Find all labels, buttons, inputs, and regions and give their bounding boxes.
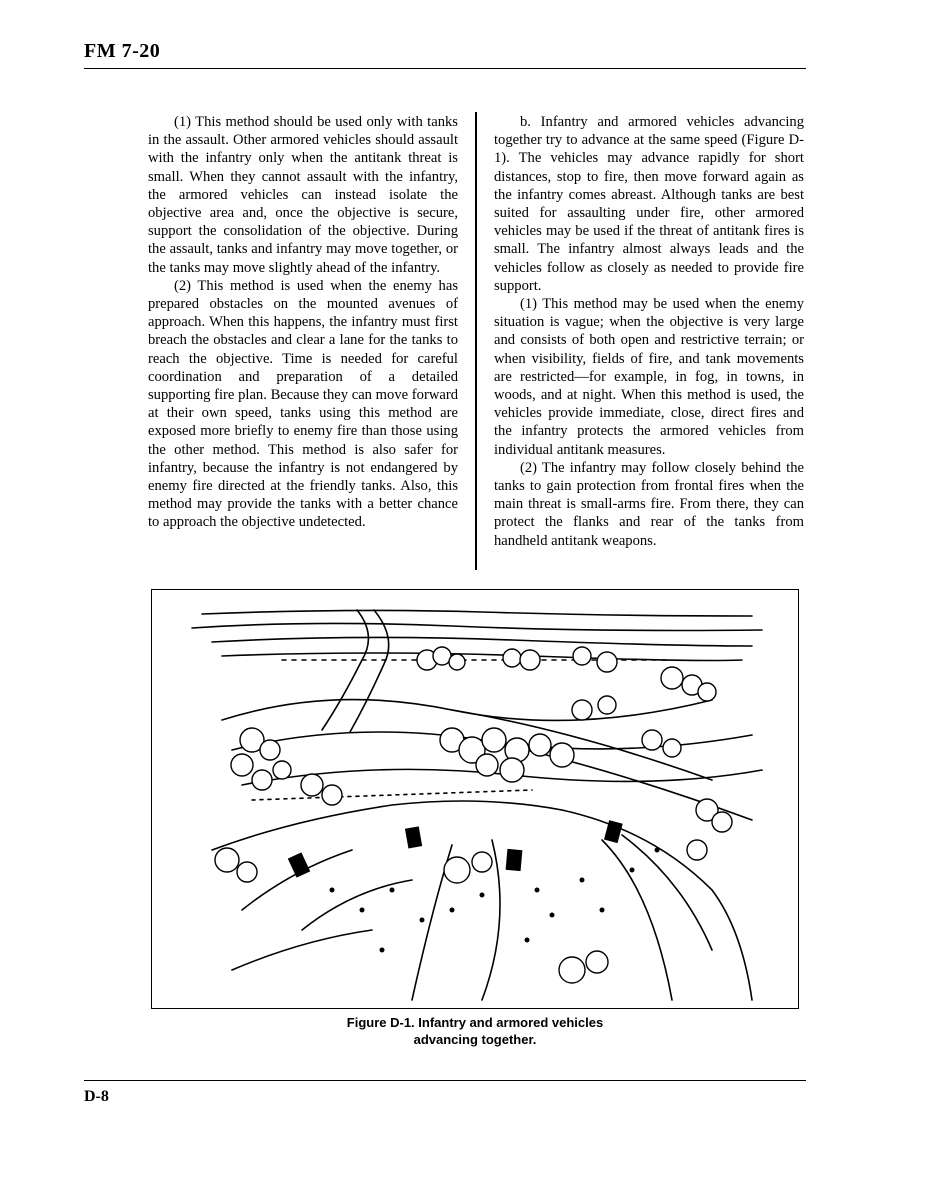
left-paragraph-2: (2) This method is used when the enemy has prepared obstacles on the mounted avenues of approach. When this happens, the infantry must first breach the obstacles and clear a lane for the tanks to reach the objective. Time is needed for careful coordination and preparation of a detailed supporting fire plan. Because they can move forward at their own speed, tanks using this method are exposed more briefly to enemy fire than those using the other method. This method is also safer for infantry, because the infantry is not endangered by enemy fire directed at the friendly tanks. Also, this method may provide the tanks with a better chance to approach the objective undetected. <box>148 277 458 531</box>
figure-caption <box>250 1014 700 1048</box>
right-paragraph-2: (1) This method may be used when the enemy situation is vague; when the objective is very large and consists of both open and restrictive terrain; or when visibility, fields of fire, and tank movements are restricted—for example, in fog, in towns, in woods, and at night. When this method is used, the vehicles provide immediate, close, direct fires and the infantry protects the armored vehicles from individual antitank measures. <box>494 296 804 458</box>
right-paragraph-3: (2) The infantry may follow closely behind the tanks to gain protection from frontal fires when the main threat is small-arms fire. From there, they can protect the flanks and rear of the tanks from handheld antitank weapons. <box>494 459 804 549</box>
figure-caption-line-1: Figure D-1. Infantry and armored vehicles <box>346 1015 604 1030</box>
footer-rule <box>84 1080 806 1081</box>
figure-d1-frame <box>151 589 799 1009</box>
column-divider <box>475 112 477 570</box>
left-paragraph-1: (1) This method should be used only with tanks in the assault. Other armored vehicles should assault with the infantry only when the antitank threat is small. When they cannot assault with the infantry, the armored vehicles can instead isolate the objective area and, once the objective is secure, support the consolidation of the objective. During the assault, tanks and infantry may move together, or the tanks may move slightly ahead of the infantry. <box>148 114 458 276</box>
page-header-title: FM 7-20 <box>84 40 161 62</box>
figure-d1-illustration <box>152 590 798 1008</box>
right-text-column <box>494 113 804 550</box>
right-paragraph-1: b. Infantry and armored vehicles advancing together try to advance at the same speed (Figure D-1). The vehicles may advance rapidly for short distances, stop to fire, then move forward again as the infantry comes abreast. Although tanks are best suited for assaulting under fire, other armored vehicles may be used if the threat of antitank fires is small. The infantry almost always leads and the vehicles follow as closely as needed to provide fire support. <box>494 114 804 294</box>
figure-caption-line-2: advancing together. <box>413 1032 537 1047</box>
header-rule <box>84 68 806 69</box>
footer-page-number: D-8 <box>84 1088 109 1105</box>
left-text-column <box>148 113 458 532</box>
